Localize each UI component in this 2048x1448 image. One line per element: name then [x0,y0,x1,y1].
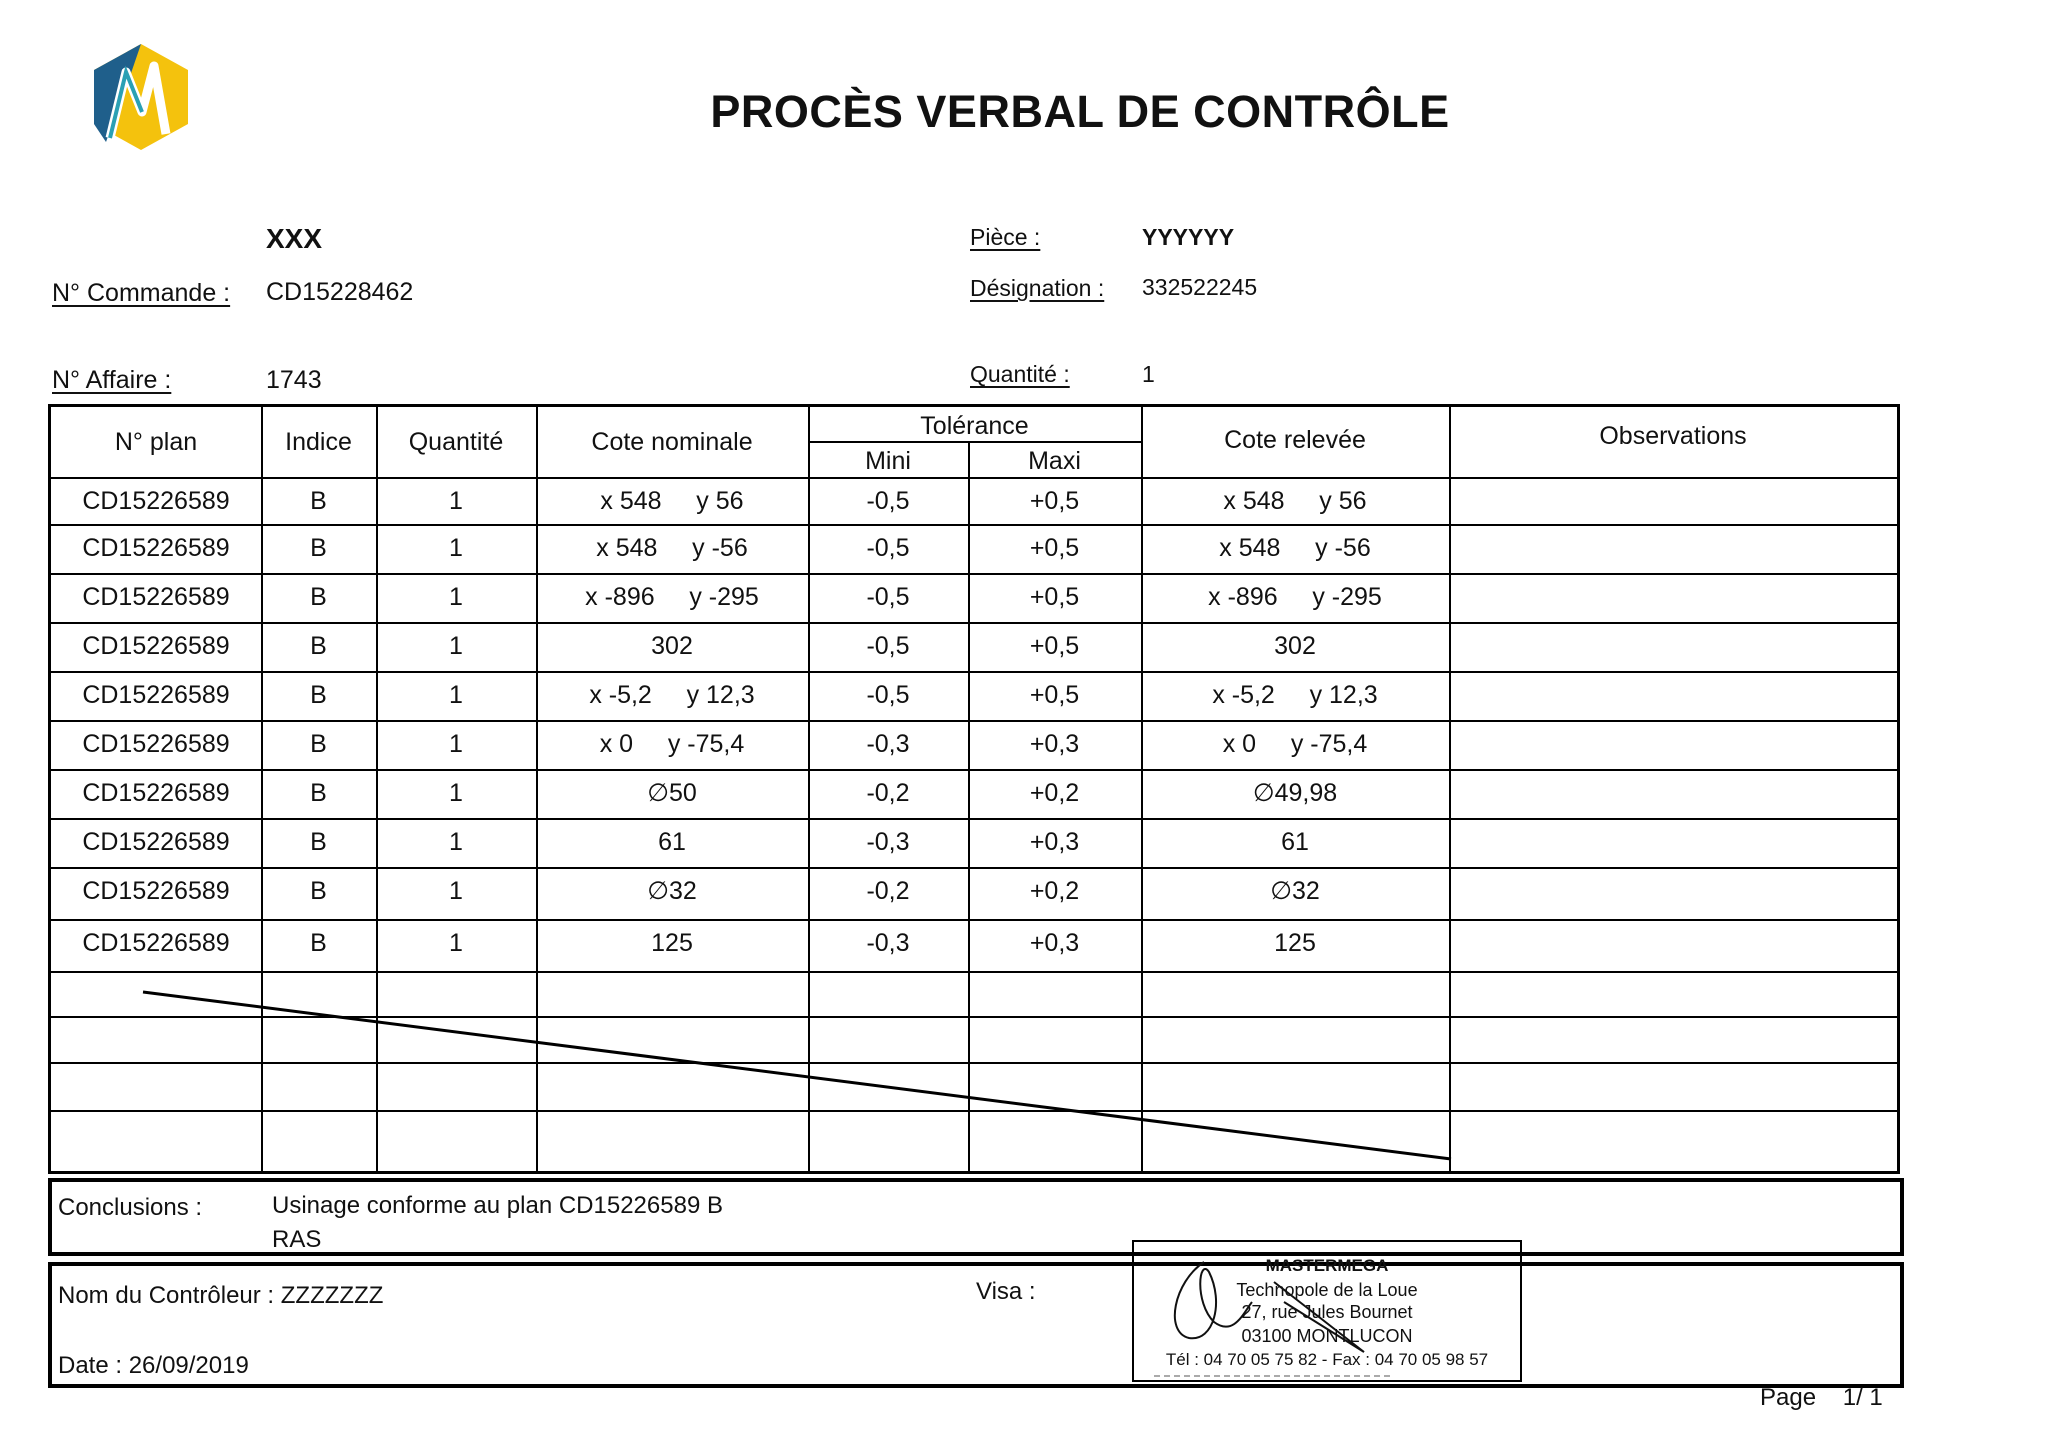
cell-mini: -0,5 [866,681,910,709]
cell-plan: CD15226589 [82,779,230,807]
cell-cote-nominale: 125 [651,929,693,957]
cell-quantite: 1 [449,487,463,515]
cell-quantite: 1 [449,583,463,611]
commande-label: N° Commande : [52,279,231,307]
header-mini: Mini [865,447,911,475]
cell-mini: -0,3 [866,929,910,957]
piece-label: Pièce : [970,224,1041,250]
cell-maxi: +0,2 [1029,779,1080,807]
designation-label: Désignation : [970,275,1105,301]
stamp-line3: 03100 MONTLUCON [1241,1326,1413,1346]
cell-indice: B [310,929,327,957]
quantite-label: Quantité : [970,361,1070,387]
signature-box [48,1262,1904,1388]
affaire-value: 1743 [266,366,322,394]
cell-indice: B [310,534,327,562]
visa-label: Visa : [976,1278,1036,1305]
cell-plan: CD15226589 [82,632,230,660]
header-indice: Indice [285,428,352,456]
stamp-line2: 27, rue Jules Bournet [1241,1302,1413,1322]
cell-quantite: 1 [449,877,463,905]
cell-plan: CD15226589 [82,828,230,856]
conclusions-label: Conclusions : [58,1194,203,1221]
cell-indice: B [310,779,327,807]
commande-value: CD15228462 [266,278,414,306]
header-plan: N° plan [114,428,198,456]
cell-mini: -0,5 [866,583,910,611]
cell-indice: B [310,681,327,709]
page-number: Page 1/ 1 [1760,1384,1883,1411]
stamp-line4: Tél : 04 70 05 75 82 - Fax : 04 70 05 98 57 [1165,1350,1489,1369]
cell-maxi: +0,3 [1029,929,1080,957]
stamp-line1: Technopole de la Loue [1236,1280,1418,1300]
cell-cote-relevee: ∅49,98 [1252,779,1338,807]
cell-mini: -0,5 [866,534,910,562]
cell-cote-relevee: x -5,2 y 12,3 [1212,681,1378,709]
cell-plan: CD15226589 [82,877,230,905]
cell-indice: B [310,730,327,758]
conclusions-line1: Usinage conforme au plan CD15226589 B [272,1192,723,1219]
cell-plan: CD15226589 [82,534,230,562]
cell-plan: CD15226589 [82,929,230,957]
cell-maxi: +0,2 [1029,877,1080,905]
strike-line [51,407,1903,1177]
cell-plan: CD15226589 [82,730,230,758]
cell-cote-nominale: ∅50 [647,779,697,807]
cell-mini: -0,5 [866,632,910,660]
cell-cote-nominale: x 548 y -56 [596,534,748,562]
cell-maxi: +0,5 [1029,632,1080,660]
stamp-company: MASTERMEGA [1265,1256,1389,1275]
cell-cote-nominale: ∅32 [647,877,697,905]
cell-cote-relevee: 302 [1274,632,1316,660]
cell-quantite: 1 [449,779,463,807]
cell-cote-nominale: x 548 y 56 [600,487,744,515]
control-table [48,404,1900,1174]
cell-cote-nominale: 61 [658,828,686,856]
cell-mini: -0,5 [866,487,910,515]
conclusions-line2: RAS [272,1226,322,1253]
cell-indice: B [310,632,327,660]
cell-maxi: +0,5 [1029,534,1080,562]
cell-cote-nominale: 302 [651,632,693,660]
cell-maxi: +0,3 [1029,730,1080,758]
cell-quantite: 1 [449,828,463,856]
controller-name: Nom du Contrôleur : ZZZZZZZ [58,1282,384,1309]
cell-maxi: +0,3 [1029,828,1080,856]
cell-maxi: +0,5 [1029,681,1080,709]
header-tolerance: Tolérance [920,412,1029,440]
cell-quantite: 1 [449,632,463,660]
cell-cote-relevee: 61 [1281,828,1309,856]
designation-value: 332522245 [1142,274,1258,300]
cell-cote-relevee: x -896 y -295 [1208,583,1382,611]
cell-quantite: 1 [449,681,463,709]
company-stamp [1132,1240,1522,1382]
cell-indice: B [310,828,327,856]
cell-cote-relevee: x 548 y -56 [1219,534,1371,562]
cell-indice: B [310,583,327,611]
cell-cote-nominale: x 0 y -75,4 [599,730,745,758]
cell-plan: CD15226589 [82,487,230,515]
header-observations: Observations [1599,422,1747,450]
piece-value: YYYYYY [1142,224,1235,250]
cell-quantite: 1 [449,730,463,758]
cell-indice: B [310,877,327,905]
cell-indice: B [310,487,327,515]
header-maxi: Maxi [1028,447,1081,475]
cell-cote-relevee: ∅32 [1270,877,1320,905]
cell-quantite: 1 [449,929,463,957]
conclusions-box [48,1178,1904,1256]
cell-plan: CD15226589 [82,681,230,709]
cell-maxi: +0,5 [1029,583,1080,611]
cell-mini: -0,3 [866,828,910,856]
header-quantite: Quantité [408,428,504,456]
control-date: Date : 26/09/2019 [58,1352,249,1379]
cell-plan: CD15226589 [82,583,230,611]
header-cote-nominale: Cote nominale [591,428,753,456]
affaire-label: N° Affaire : [52,366,172,394]
cell-cote-nominale: x -5,2 y 12,3 [589,681,755,709]
signature-scribble [1134,1242,1524,1384]
client-name: XXX [266,223,323,254]
cell-cote-relevee: 125 [1274,929,1316,957]
cell-cote-relevee: x 548 y 56 [1223,487,1367,515]
cell-mini: -0,2 [866,779,910,807]
cell-mini: -0,2 [866,877,910,905]
cell-cote-relevee: x 0 y -75,4 [1222,730,1368,758]
cell-maxi: +0,5 [1029,487,1080,515]
page-title: PROCÈS VERBAL DE CONTRÔLE [710,86,1450,137]
quantite-value: 1 [1142,361,1155,387]
header-cote-relevee: Cote relevée [1224,426,1366,454]
cell-mini: -0,3 [866,730,910,758]
cell-cote-nominale: x -896 y -295 [585,583,759,611]
cell-quantite: 1 [449,534,463,562]
